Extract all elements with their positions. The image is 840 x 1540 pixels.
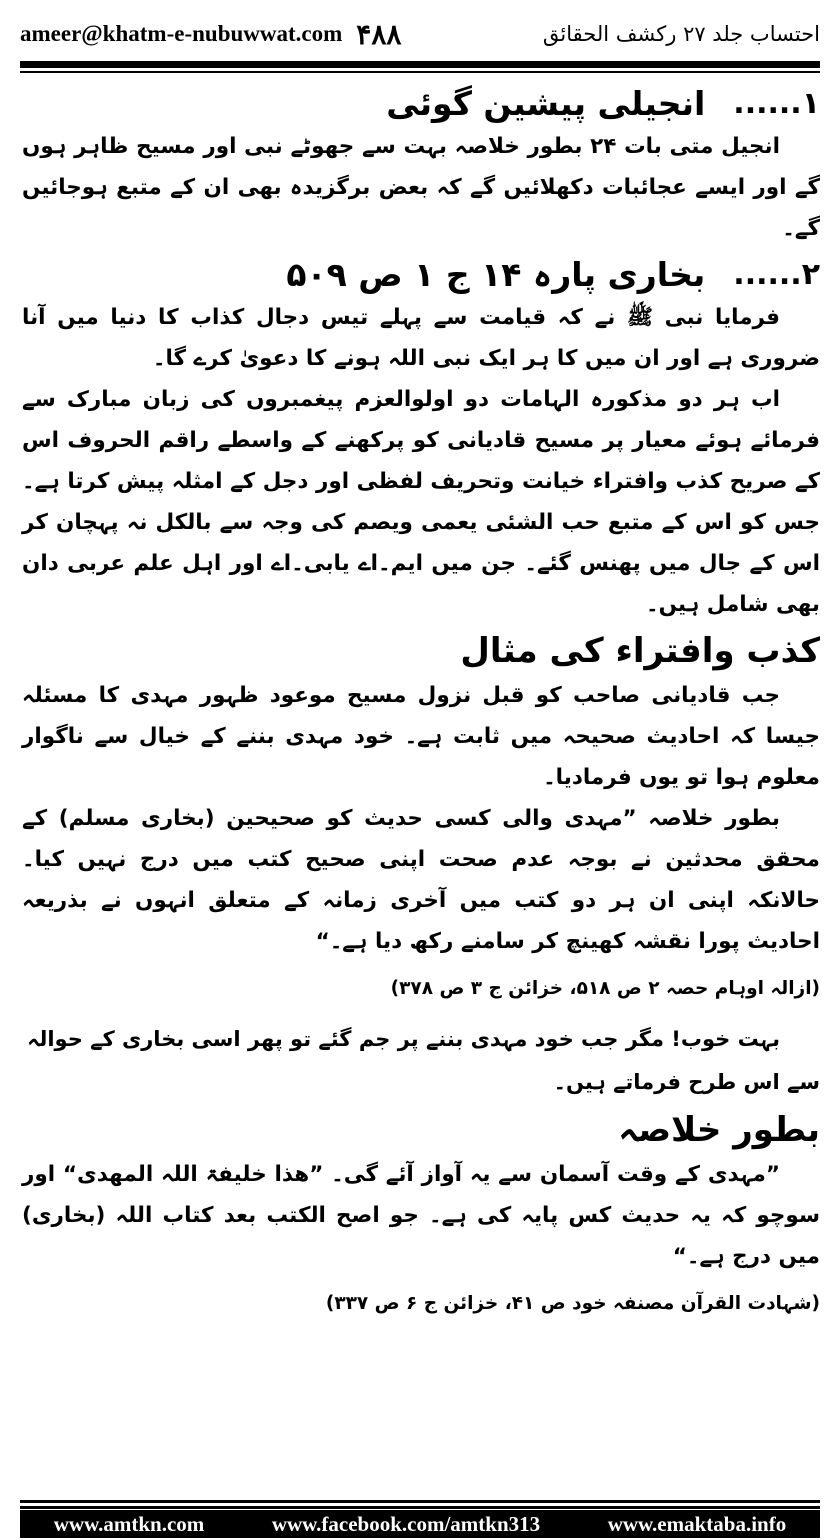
footer-rule-top <box>20 1500 820 1503</box>
page-footer <box>20 1510 820 1538</box>
section-1-heading <box>22 84 820 124</box>
summary-heading: بطور خلاصہ <box>618 1110 820 1150</box>
page-header <box>20 12 820 56</box>
paragraph-after-reference: بہت خوب! مگر جب خود مہدی بننے پر جم گئے تو پھر اسی بخاری کے حوالہ سے اس طرح فرماتے ہیں۔ <box>27 1027 820 1094</box>
reference-1: (ازالہ اوہام حصہ ۲ ص ۵۱۸، خزائن ج ۳ ص ۳۷۸) <box>390 978 820 999</box>
section-1-title: انجیلی پیشین گوئی <box>386 84 706 123</box>
footer-rule-second <box>20 1506 820 1509</box>
quote-2: ”مہدی کے وقت آسمان سے یہ آواز آئے گی۔ ”ھذا خلیفۃ اللہ المھدی“ اور سوچو کہ یہ حدیث کس پایہ کی ہے۔ جو اصح الکتب بعد کتاب اللہ (بخاری) میں درج ہے۔“ <box>22 1162 820 1269</box>
header-left <box>20 18 401 51</box>
page-body <box>22 78 820 1333</box>
section-1-number: ۱...... <box>733 86 820 121</box>
footer-link-facebook[interactable]: www.facebook.com/amtkn313 <box>271 1511 541 1536</box>
running-title: احتساب جلد ۲۷ رکشف الحقائق <box>542 22 820 46</box>
reference-2: (شہادت القرآن مصنفہ خود ص ۴۱، خزائن ج ۶ ص ۳۳۷) <box>325 1293 820 1314</box>
footer-link-emaktaba[interactable]: www.emaktaba.info <box>607 1511 787 1536</box>
quote-1: بطور خلاصہ ”مہدی والی کسی حدیث کو صحیحین (بخاری مسلم) کے محقق محدثین نے بوجہ عدم صحت اپنی صحیح کتب میں درج نہیں کیا۔ حالانکہ اپنی ان ہر دو کتب میں آخری زمانہ کے متعلق انہوں نے بذریعہ احادیث پورا نقشہ کھینچ کر سامنے رکھ دیا ہے۔“ <box>22 806 820 954</box>
example-heading: کذب وافتراء کی مثال <box>460 631 820 671</box>
footer-link-amtkn[interactable]: www.amtkn.com <box>53 1511 205 1536</box>
section-2-paragraph: فرمایا نبی ﷺ نے کہ قیامت سے پہلے تیس دجال کذاب کا دنیا میں آنا ضروری ہے اور ان میں کا ہر ایک نبی اللہ ہونے کا دعویٰ کرے گا۔ <box>22 305 820 371</box>
page-number: ۴۸۸ <box>356 17 402 51</box>
header-rule-thin <box>20 71 820 73</box>
header-email: ameer@khatm-e-nubuwwat.com <box>20 21 343 46</box>
section-2-heading <box>22 255 820 295</box>
section-2-number: ۲...... <box>733 257 820 292</box>
section-2-title: بخاری پارہ ۱۴ ج ۱ ص ۵۰۹ <box>286 255 706 294</box>
example-paragraph: جب قادیانی صاحب کو قبل نزول مسیح موعود ظہور مہدی کا مسئلہ جیسا کہ احادیث صحیحہ میں ثابت ہے۔ خود مہدی بننے کے خیال سے ناگوار معلوم ہوا تو یوں فرمادیا۔ <box>22 683 820 790</box>
header-rule-thick <box>20 61 820 68</box>
intro-paragraph: اب ہر دو مذکورہ الہامات دو اولوالعزم پیغمبروں کی زبان مبارک سے فرمائے ہوئے معیار پر مسیح قادیانی کو پرکھنے کے واسطے راقم الحروف اس کے صریح کذب وافتراء خیانت وتحریف لفظی اور دجل کے امثلہ پیش کرتا ہے۔ جس کو اس کے متبع حب الشئی یعمی ویصم کی وجہ سے بالکل نہ پہچان کر اس کے جال میں پھنس گئے۔ جن میں ایم۔اے یابی۔اے اور اہل علم عربی دان بھی شامل ہیں۔ <box>22 387 820 617</box>
section-1-paragraph: انجیل متی بات ۲۴ بطور خلاصہ بہت سے جھوٹے نبی اور مسیح ظاہر ہوں گے اور ایسے عجائبات دکھلائیں گے کہ بعض برگزیدہ بھی ان کے متبع ہوجائیں گے۔ <box>22 134 820 241</box>
